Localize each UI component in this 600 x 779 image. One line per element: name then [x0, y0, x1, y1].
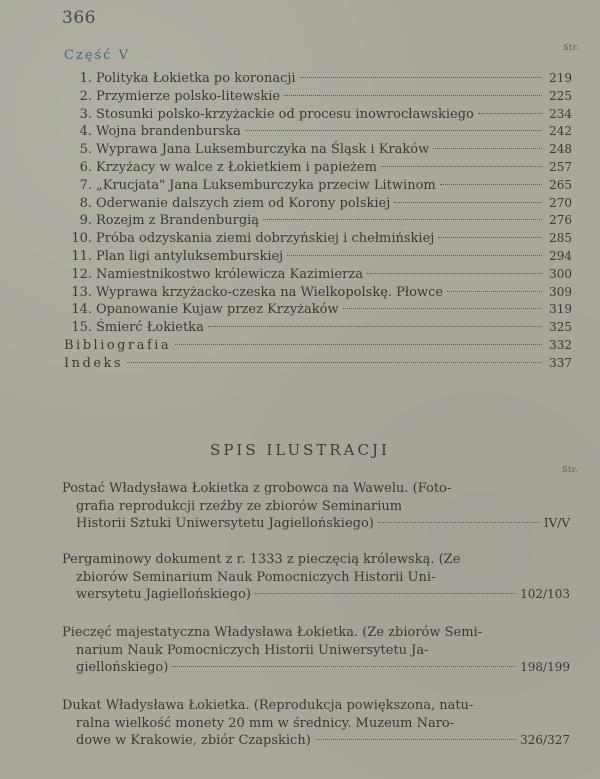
toc-entry-number: 12.	[71, 266, 92, 282]
illustration-caption-line: Historii Sztuki Uniwersytetu Jagiellońskiego)	[76, 516, 374, 531]
toc-entry-number: 15.	[71, 320, 92, 336]
toc-entry	[64, 195, 572, 213]
toc-entry	[64, 70, 572, 88]
dot-leader	[300, 77, 542, 78]
toc-entry	[64, 301, 572, 319]
toc-entry-title: Wojna brandenburska	[96, 124, 241, 140]
toc-bibliography	[64, 337, 572, 355]
dot-leader	[208, 326, 542, 327]
toc-entry-page: 319	[549, 302, 572, 317]
toc-entry-page: 294	[549, 248, 572, 263]
toc-entry	[64, 88, 572, 106]
dot-leader	[284, 95, 542, 96]
illustration-entry	[62, 551, 570, 604]
toc-entry-number: 5.	[79, 142, 92, 158]
toc-entry-number: 6.	[79, 159, 92, 175]
dot-leader	[440, 184, 542, 185]
toc-entry-title: Wyprawa krzyżacko-czeska na Wielkopolskę. Płowce	[96, 284, 444, 300]
dot-leader	[287, 255, 542, 256]
toc-entry-title: Plan ligi antyluksemburskiej	[96, 248, 284, 264]
illustration-caption-line: wersytetu Jagiellońskiego)	[76, 587, 251, 602]
toc-entry-page: 242	[549, 124, 572, 139]
toc-entry	[64, 319, 572, 337]
toc-entry-number: 3.	[79, 106, 92, 122]
toc-entry-page: 225	[549, 88, 572, 103]
toc-entry-number: 4.	[79, 124, 92, 140]
toc-entry	[64, 284, 572, 302]
toc-entry	[64, 212, 572, 230]
dot-leader	[478, 113, 542, 114]
toc-entry	[64, 230, 572, 248]
toc-entry-number: 14.	[71, 302, 92, 318]
table-of-contents	[64, 70, 572, 373]
toc-entry-title: Śmierć Łokietka	[96, 320, 204, 336]
toc-entry	[64, 177, 572, 195]
dot-leader	[438, 237, 542, 238]
toc-entry-title: Rozejm z Brandenburgią	[96, 213, 260, 229]
illustration-page: 102/103	[520, 587, 570, 601]
illustration-entry	[62, 480, 570, 533]
illustrations-heading: SPIS ILUSTRACJI	[210, 441, 390, 459]
page-column-label: Str.	[563, 43, 580, 52]
toc-entry-number: 11.	[71, 248, 92, 264]
index-title: Indeks	[64, 355, 124, 371]
toc-entry	[64, 248, 572, 266]
dot-leader	[263, 219, 542, 220]
dot-leader	[367, 273, 542, 274]
bibliography-title: Bibliografia	[64, 337, 172, 353]
toc-entry-page: 257	[549, 159, 572, 174]
illustration-caption-line: giellońskiego)	[76, 660, 169, 675]
illustration-page: IV/V	[543, 516, 570, 530]
toc-entry-title: „Krucjata" Jana Luksemburczyka przeciw Litwinom	[96, 177, 436, 193]
toc-entry-page: 276	[549, 213, 572, 228]
toc-entry-page: 309	[549, 284, 572, 299]
illustration-caption-line: Pergaminowy dokument z r. 1333 z pieczęcią królewską. (Ze	[62, 552, 461, 567]
toc-entry-title: Polityka Łokietka po koronacji	[96, 71, 296, 86]
index-page: 337	[549, 355, 572, 370]
toc-entry-number: 10.	[71, 231, 92, 247]
illustration-caption-line: Postać Władysława Łokietka z grobowca na Wawelu. (Foto-	[62, 481, 452, 496]
toc-entry-number: 2.	[79, 88, 92, 104]
illustration-page: 326/327	[520, 733, 570, 747]
bibliography-page: 332	[549, 337, 572, 352]
toc-entry-number: 9.	[79, 213, 92, 229]
toc-entry-number: 13.	[71, 284, 92, 300]
toc-entry-page: 285	[549, 231, 572, 246]
illustration-caption-line: zbiorów Seminarium Nauk Pomocniczych Historii Uni-	[76, 569, 436, 585]
toc-entry-title: Próba odzyskania ziemi dobrzyńskiej i chełmińskiej	[96, 231, 435, 247]
page-number: 366	[62, 8, 96, 28]
toc-entry	[64, 123, 572, 141]
toc-entry-page: 270	[549, 195, 572, 210]
toc-entry-title: Oderwanie dalszych ziem od Korony polskiej	[96, 195, 391, 211]
toc-entry-number: 7.	[79, 177, 92, 193]
toc-entry-number: 8.	[79, 195, 92, 211]
dot-leader	[447, 291, 542, 292]
toc-entry-title: Przymierze polsko-litewskie	[96, 88, 281, 104]
dot-leader	[255, 593, 516, 594]
toc-entry	[64, 141, 572, 159]
toc-entry-page: 325	[549, 320, 572, 335]
dot-leader	[378, 522, 540, 523]
illustration-caption-line: grafia reprodukcji rzeźby ze zbiorów Seminarium	[76, 498, 403, 514]
dot-leader	[245, 130, 542, 131]
toc-entry-title: Krzyżacy w walce z Łokietkiem i papieżem	[96, 159, 377, 175]
illustration-caption-line: Pieczęć majestatyczna Władysława Łokietka. (Ze zbiorów Semi-	[62, 625, 483, 640]
illustrations-page-column-label: Str.	[562, 465, 579, 474]
illustration-entry	[62, 697, 570, 750]
dot-leader	[433, 148, 542, 149]
toc-entry	[64, 106, 572, 124]
toc-entry-number: 1.	[79, 71, 92, 86]
toc-entry-title: Namiestnikostwo królewicza Kazimierza	[96, 266, 363, 282]
dot-leader	[127, 362, 542, 363]
toc-entry-page: 248	[549, 142, 572, 157]
toc-index	[64, 355, 572, 373]
toc-entry-page: 300	[549, 266, 572, 281]
illustration-caption-line: dowe w Krakowie, zbiór Czapskich)	[76, 733, 311, 748]
illustration-caption-line: ralna wielkość monety 20 mm w średnicy. Muzeum Naro-	[76, 715, 455, 731]
dot-leader	[343, 308, 542, 309]
dot-leader	[394, 202, 542, 203]
illustration-caption-line: narium Nauk Pomocniczych Historii Uniwersytetu Ja-	[76, 642, 429, 658]
toc-entry-page: 219	[549, 71, 572, 85]
dot-leader	[315, 739, 516, 740]
illustration-page: 198/199	[520, 660, 570, 674]
part-title: Część V	[64, 48, 130, 63]
toc-entry-page: 265	[549, 177, 572, 192]
dot-leader	[172, 666, 516, 667]
toc-entry-page: 234	[549, 106, 572, 121]
toc-entry-title: Wyprawa Jana Luksemburczyka na Śląsk i Kraków	[96, 142, 430, 158]
dot-leader	[175, 344, 542, 345]
illustration-caption-line: Dukat Władysława Łokietka. (Reprodukcja powiększona, natu-	[62, 698, 474, 713]
toc-entry-title: Opanowanie Kujaw przez Krzyżaków	[96, 302, 339, 318]
toc-entry	[64, 159, 572, 177]
toc-entry-title: Stosunki polsko-krzyżackie od procesu inowrocławskiego	[96, 106, 474, 122]
illustration-entry	[62, 624, 570, 677]
dot-leader	[381, 166, 542, 167]
toc-entry	[64, 266, 572, 284]
